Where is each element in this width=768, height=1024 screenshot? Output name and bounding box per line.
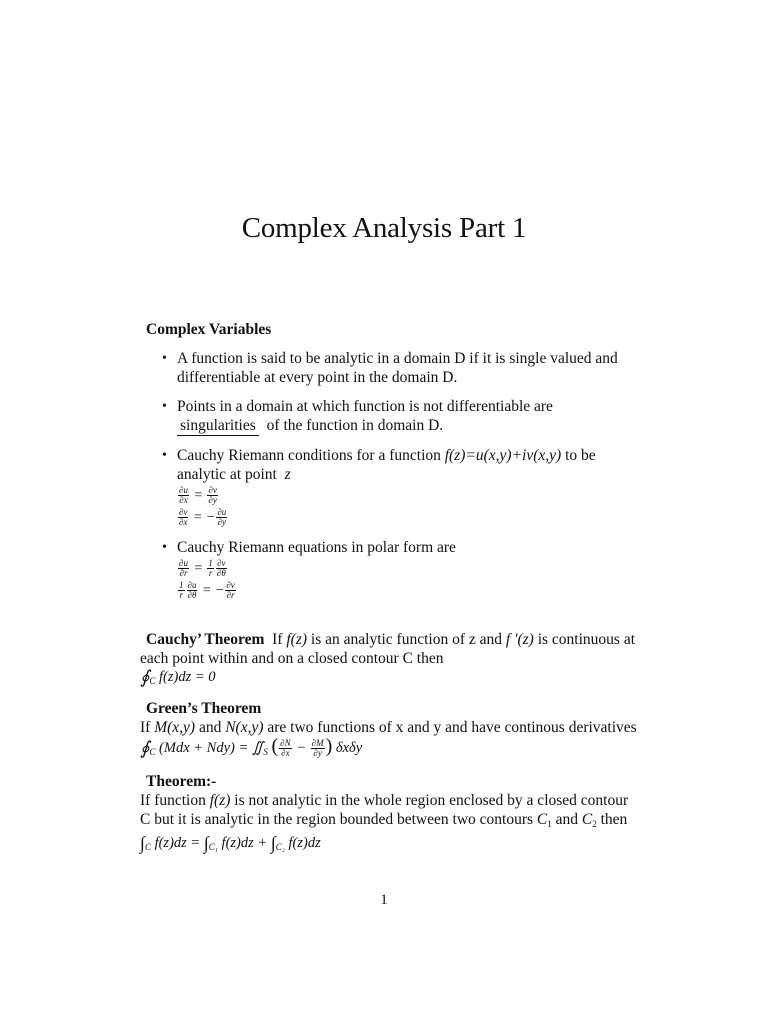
cauchy-text: is an analytic function of z and: [310, 631, 503, 648]
bullet-icon: •: [162, 351, 167, 366]
bullet-text: to be analytic at point: [177, 447, 596, 483]
bullet-text: Cauchy Riemann equations in polar form are: [177, 539, 456, 556]
polar-equation-1: $\frac{\partial u}{\partial r}$ = $\frac{1}{r}$ $\frac{\partial v}{\partial\theta}$: [179, 558, 226, 579]
greens-theorem: [140, 699, 640, 762]
greens-text-part: are two functions of x and y and have continous derivatives: [267, 719, 637, 736]
greens-m: M(x,y): [154, 719, 196, 736]
greens-text-part: and: [198, 719, 222, 736]
cr-equation-1: $\frac{\partial u}{\partial x}$ = $\frac{\partial v}{\partial y}$: [179, 485, 217, 506]
theorem-text-part: is not analytic in the whole region enclosed by a closed contour C but it is analytic in the region bounded between two contours: [140, 792, 629, 828]
theorem-text-part: then: [600, 811, 628, 828]
greens-text: [140, 718, 640, 737]
document-title: Complex Analysis Part 1: [241, 212, 527, 244]
bullet-cauchy-riemann: [162, 446, 640, 528]
theorem-text: If function f(z) is not analytic in the whole region enclosed by a closed contour C but it is analytic in the region bounded between two contours $C_1$ and $C_2$ then: [140, 792, 629, 829]
bullet-analytic-definition: [162, 349, 640, 387]
bullet-icon: •: [162, 540, 167, 555]
bullet-text: A function is said to be analytic in a domain D if it is single valued and differentiable at every point in the domain D.: [177, 350, 618, 386]
cauchy-text: If: [272, 631, 283, 648]
greens-text-part: If: [140, 719, 151, 736]
polar-equation-2: $\frac{1}{r}$ $\frac{\partial u}{\partial\theta}$ = − $\frac{\partial v}{\partial r}$: [179, 580, 235, 601]
greens-heading: Green’s Theorem: [146, 700, 262, 717]
theorems-section: [140, 624, 640, 857]
greens-n: N(x,y): [225, 719, 264, 736]
bullet-text: Cauchy Riemann conditions for a function: [177, 447, 441, 464]
cauchy-heading: Cauchy’ Theorem: [146, 631, 265, 648]
theorem-formula: $\int_C$ $f(z)dz = \int_{C_1}$ $f(z)dz + \int_{C_2}$ f(z)dz: [140, 833, 321, 853]
theorem-heading: Theorem:-: [146, 773, 217, 790]
theorem-function: f(z): [209, 792, 231, 809]
page-number: 1: [380, 892, 388, 908]
bullet-text: Points in a domain at which function is not differentiable are: [177, 398, 553, 415]
cauchy-derivative: f ′(z): [505, 631, 534, 648]
cauchy-theorem: [140, 630, 640, 691]
theorem-text-part: If function: [140, 792, 206, 809]
function-expression: f(z)=u(x,y)+iv(x,y): [444, 447, 562, 464]
point-variable: z: [284, 466, 291, 483]
section-heading: Complex Variables: [146, 321, 272, 338]
bullet-list: [140, 349, 640, 601]
theorem-text-part: and: [555, 811, 579, 828]
singularities-term: singularities: [177, 416, 259, 436]
greens-formula: $∮_C$ $(Mdx + Ndy) = ∬_S$ ( $\frac{\partial N}{\partial x}$ − $\frac{\partial M}{\partial y}$ ) δxδy: [140, 735, 363, 759]
cauchy-text: is continuous at each point within and on a closed contour C then: [140, 631, 636, 667]
cauchy-formula-body: f(z)dz = 0: [159, 669, 216, 685]
document-body: [140, 320, 640, 611]
cr-equation-2: $\frac{\partial v}{\partial x}$ = − $\frac{\partial u}{\partial y}$: [179, 507, 227, 528]
bullet-icon: •: [162, 399, 167, 414]
general-theorem: [140, 772, 640, 857]
bullet-icon: •: [162, 448, 167, 463]
bullet-singularities: [162, 397, 640, 436]
cauchy-formula: $∮_C$ f(z)dz = 0: [140, 667, 216, 687]
bullet-text: of the function in domain D.: [266, 417, 444, 434]
bullet-polar-form: [162, 538, 640, 601]
cauchy-function: f(z): [286, 631, 308, 648]
